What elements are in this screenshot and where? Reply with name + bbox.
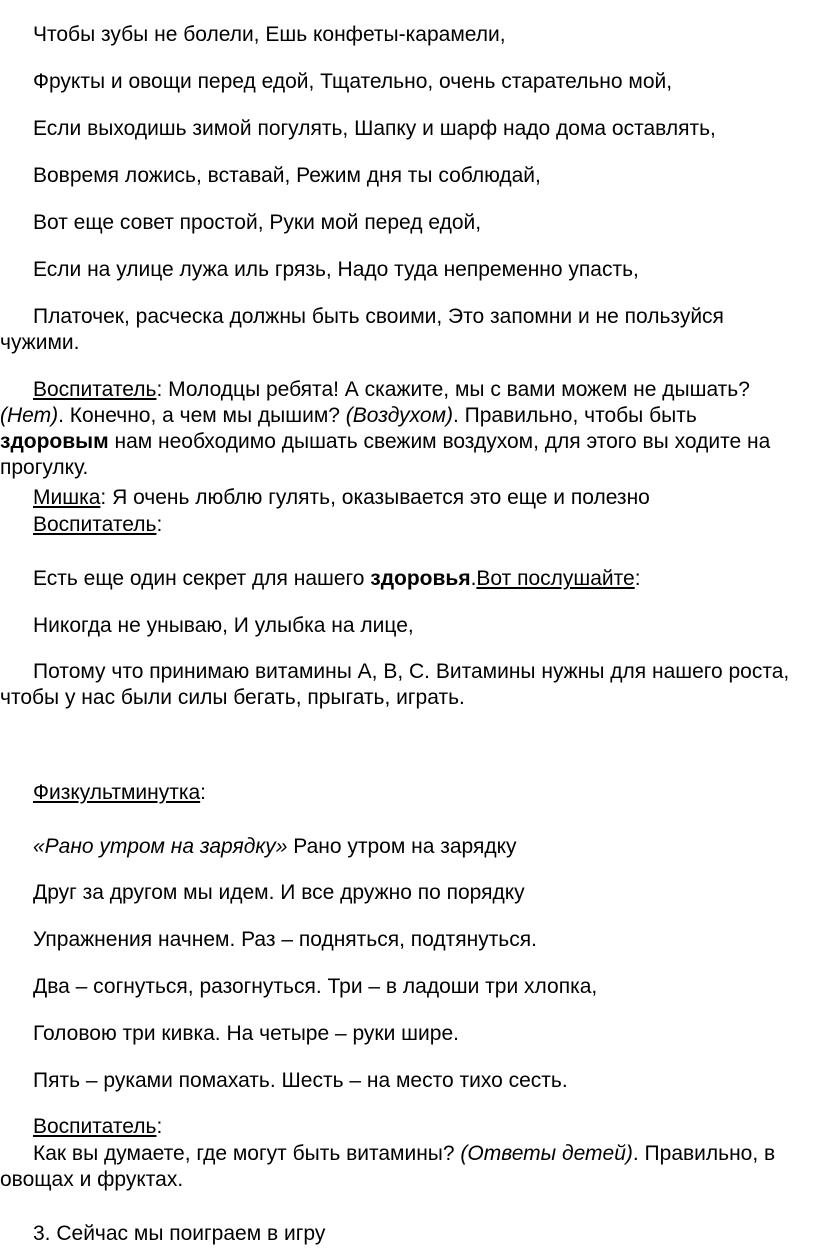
verse-line: Фрукты и овощи перед едой, Тщательно, очень старательно мой, xyxy=(33,70,673,93)
exercise-title: «Рано утром на зарядку» xyxy=(33,835,288,858)
children-answer: (Нет) xyxy=(0,404,59,427)
fizminutka-label: Физкультминутка xyxy=(33,781,201,804)
verse-line: Вовремя ложись, вставай, Режим дня ты соблюдай, xyxy=(33,164,541,187)
exercise-text: Рано утром на зарядку xyxy=(287,835,517,858)
game-line: 3. Сейчас мы поиграем в игру xyxy=(33,1222,326,1245)
exercise-line xyxy=(0,834,806,860)
children-answer: (Ответы детей) xyxy=(460,1142,633,1165)
colon: : xyxy=(156,378,163,401)
underlined-phrase: Вот послушайте xyxy=(476,567,635,590)
dialog-text: нам необходимо дышать свежим воздухом, для этого вы ходите на прогулку. xyxy=(0,430,771,479)
verse-line: Вот еще совет простой, Руки мой перед едой, xyxy=(33,211,482,234)
teacher-dialog-paragraph xyxy=(0,377,806,481)
dialog-text: . Конечно, а чем мы дышим? xyxy=(58,404,346,427)
teacher-label-line xyxy=(0,1114,806,1140)
vitamin-verse-line: Потому что принимаю витамины А, В, С. Витамины нужны для нашего роста, чтобы у нас были силы бегать, прыгать, играть. xyxy=(0,660,790,709)
dialog-text: . Правильно, чтобы быть xyxy=(452,404,697,427)
fizminutka-heading xyxy=(0,780,806,806)
teacher-question-paragraph xyxy=(0,1141,806,1193)
vitamin-verse-line: Никогда не унываю, И улыбка на лице, xyxy=(33,614,414,637)
bold-word: здоровым xyxy=(0,430,109,453)
exercise-line: Друг за другом мы идем. И все дружно по порядку xyxy=(33,881,525,904)
exercise-line: Два – согнуться, разогнуться. Три – в ладоши три хлопка, xyxy=(33,975,598,998)
speaker-teacher: Воспитатель xyxy=(33,378,157,401)
teacher-label-line xyxy=(0,512,806,538)
secret-line xyxy=(0,566,806,592)
colon: : xyxy=(200,781,207,804)
punctuation: . xyxy=(470,567,477,590)
colon: : xyxy=(156,513,163,536)
dialog-text: Молодцы ребята! А скажите, мы с вами можем не дышать? xyxy=(162,378,750,401)
speaker-mishka: Мишка xyxy=(33,486,101,509)
children-answer: (Воздухом) xyxy=(345,404,453,427)
bold-word: здоровья xyxy=(370,567,471,590)
exercise-line: Головою три кивка. На четыре – руки шире. xyxy=(33,1022,459,1045)
colon: : xyxy=(634,567,641,590)
speaker-teacher: Воспитатель xyxy=(33,513,157,536)
mishka-line xyxy=(0,485,806,511)
dialog-text: . Правильно, в овощах и фруктах. xyxy=(0,1142,776,1191)
dialog-text: Есть еще один секрет для нашего xyxy=(33,567,371,590)
speaker-teacher: Воспитатель xyxy=(33,1115,157,1138)
dialog-text: : Я очень люблю гулять, оказывается это еще и полезно xyxy=(100,486,650,509)
dialog-text: Как вы думаете, где могут быть витамины? xyxy=(33,1142,461,1165)
verse-line: Если выходишь зимой погулять, Шапку и шарф надо дома оставлять, xyxy=(33,117,716,140)
colon: : xyxy=(156,1115,163,1138)
verse-line: Чтобы зубы не болели, Ешь конфеты-карамели, xyxy=(33,23,506,46)
exercise-line: Пять – руками помахать. Шесть – на место тихо сесть. xyxy=(33,1069,568,1092)
verse-line: Платочек, расческа должны быть своими, Это запомни и не пользуйся чужими. xyxy=(0,305,724,354)
verse-line: Если на улице лужа иль грязь, Надо туда непременно упасть, xyxy=(33,258,639,281)
exercise-line: Упражнения начнем. Раз – подняться, подтянуться. xyxy=(33,928,537,951)
